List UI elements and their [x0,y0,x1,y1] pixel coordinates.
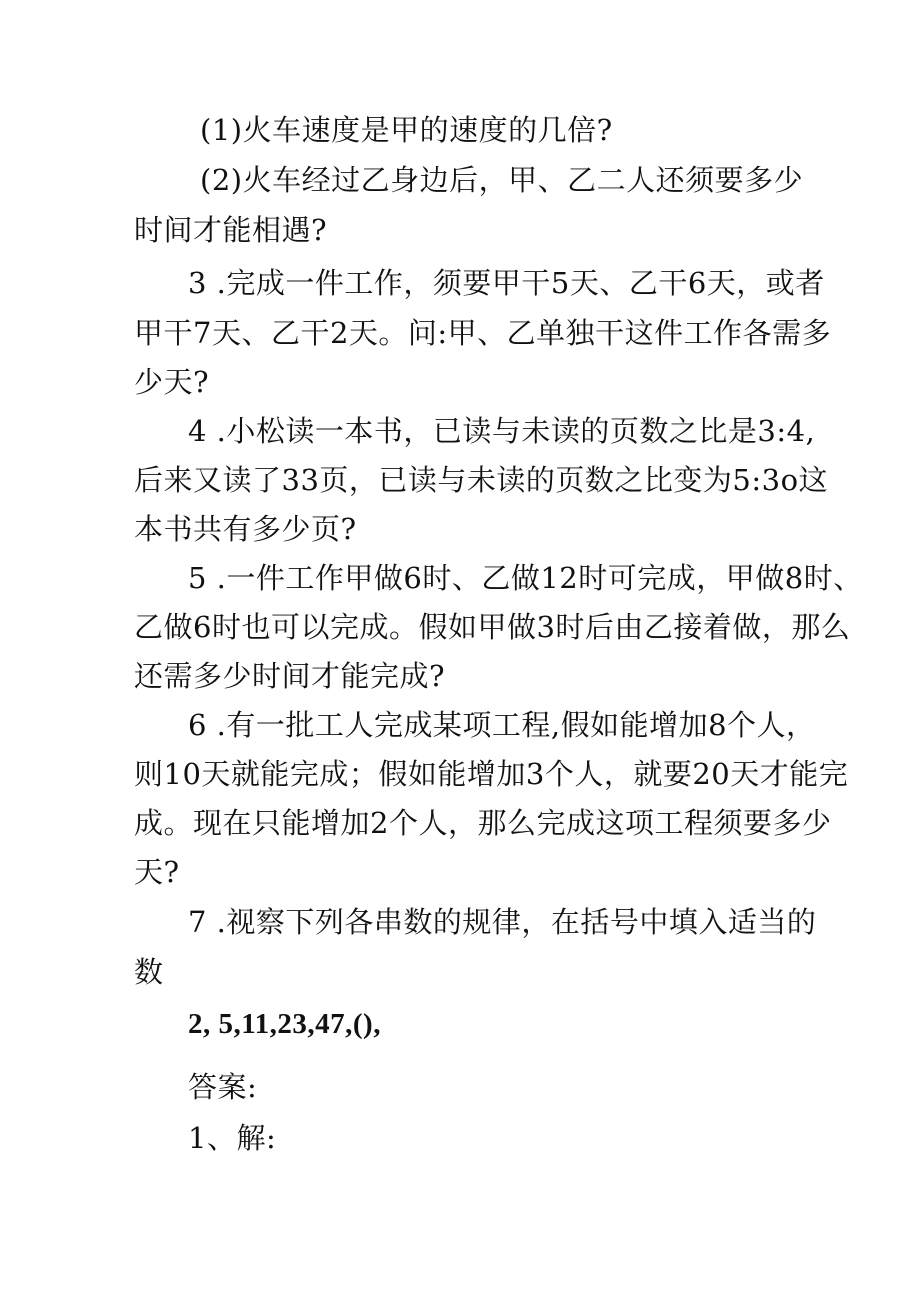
question-3-line-2: 甲干7天、乙干2天。问:甲、乙单独干这件工作各需多 [134,316,832,350]
question-1-part-2: (2)火车经过乙身边后，甲、乙二人还须要多少 [200,163,804,197]
question-6-line-2: 则10天就能完成；假如能增加3个人，就要20天才能完 [134,757,849,791]
question-4-line-2: 后来又读了33页，已读与未读的页数之比变为5:3o这 [134,463,829,497]
answers-heading: 答案: [188,1070,258,1104]
question-1-part-2-cont: 时间才能相遇? [134,213,328,247]
question-7-line-2: 数 [134,955,164,989]
answer-1-label: 1、解: [188,1121,277,1155]
question-5-line-2: 乙做6时也可以完成。假如甲做3时后由乙接着做，那么 [134,610,851,644]
question-4-line-3: 本书共有多少页? [134,512,357,546]
question-5-line-3: 还需多少时间才能完成? [134,659,446,693]
question-3-line-1: 3 .完成一件工作，须要甲干5天、乙干6天，或者 [188,266,825,300]
question-3-line-3: 少天? [134,365,210,399]
question-6-line-4: 天? [134,855,180,889]
question-4-line-1: 4 .小松读一本书，已读与未读的页数之比是3:4, [188,414,816,448]
question-6-line-1: 6 .有一批工人完成某项工程,假如能增加8个人， [188,708,816,742]
question-5-line-1: 5 .一件工作甲做6时、乙做12时可完成，甲做8时、 [188,561,863,595]
question-6-line-3: 成。现在只能增加2个人，那么完成这项工程须要多少 [134,806,832,840]
question-1-part-1: (1)火车速度是甲的速度的几倍? [200,113,613,147]
question-7-line-1: 7 .视察下列各串数的规律，在括号中填入适当的 [188,905,817,939]
number-sequence: 2, 5,11,23,47,(), [188,1008,381,1040]
